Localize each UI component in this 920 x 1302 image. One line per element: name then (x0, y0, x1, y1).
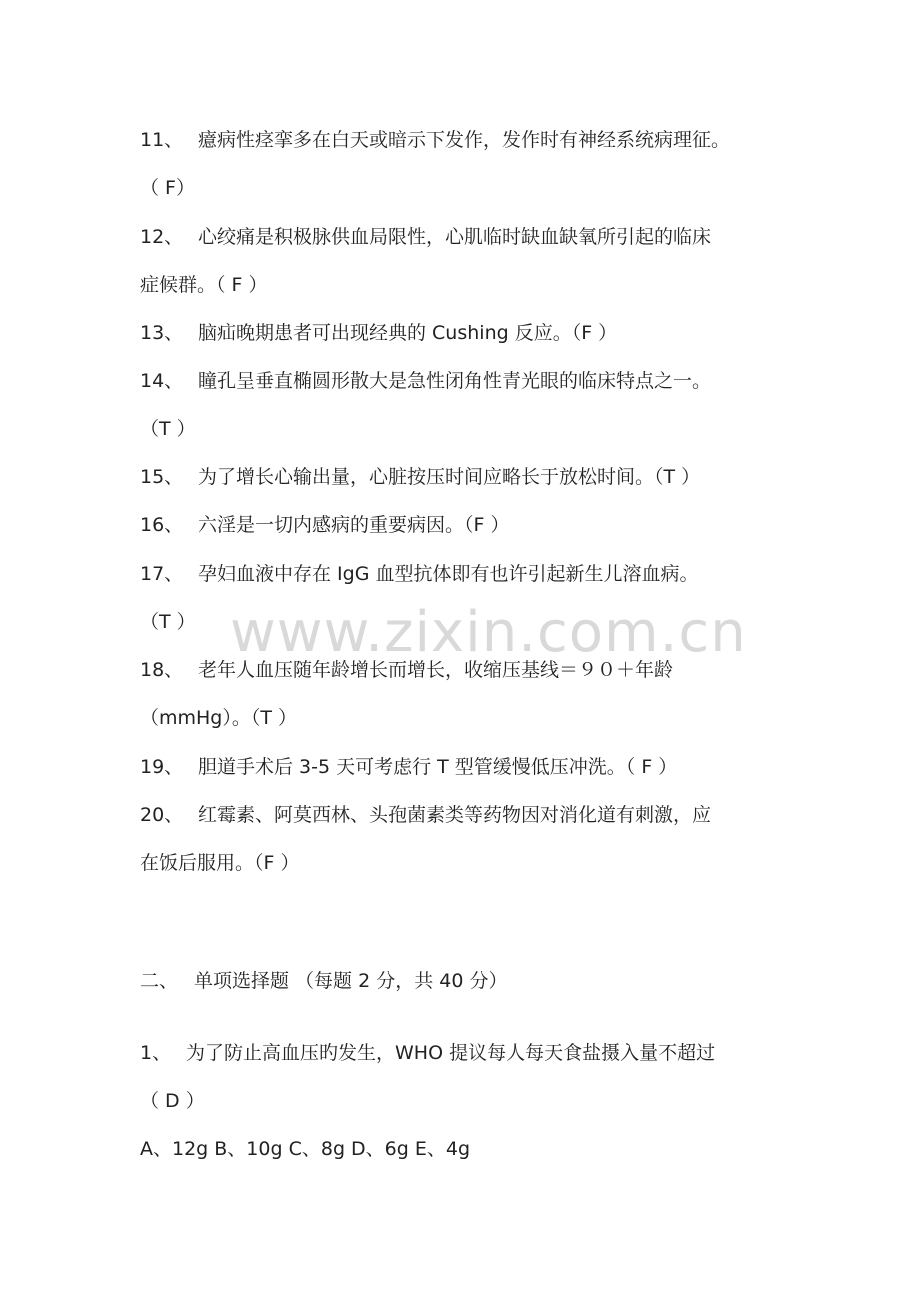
question-1 (140, 1040, 715, 1066)
item-number: 17、 (140, 563, 184, 585)
item-18 (140, 657, 673, 683)
section-heading (140, 968, 507, 994)
item-text: 六淫是一切内感病的重要病因。（F ） (198, 514, 510, 536)
item-text: 红霉素、阿莫西林、头孢菌素类等药物因对消化道有刺激，应 (198, 804, 712, 826)
item-13 (140, 320, 617, 346)
item-text: 癔病性痉挛多在白天或暗示下发作，发作时有神经系统病理征。 (198, 129, 731, 151)
section-title: 单项选择题 （每题 2 分，共 40 分） (194, 970, 508, 992)
item-number: 12、 (140, 226, 184, 248)
item-text: 瞳孔呈垂直椭圆形散大是急性闭角性青光眼的临床特点之一。 (198, 370, 712, 392)
item-11 (140, 127, 730, 153)
item-number: 16、 (140, 514, 184, 536)
watermark: www.zixin.com.cn (230, 600, 747, 665)
item-16 (140, 512, 509, 538)
item-text: 心绞痛是积极脉供血局限性，心肌临时缺血缺氧所引起的临床 (198, 226, 712, 248)
item-20 (140, 802, 711, 828)
item-number: 19、 (140, 756, 184, 778)
item-number: 15、 (140, 466, 184, 488)
item-12 (140, 224, 711, 250)
item-19 (140, 754, 677, 780)
item-number: 20、 (140, 804, 184, 826)
question-number: 1、 (140, 1042, 172, 1064)
item-text: 为了增长心输出量，心脏按压时间应略长于放松时间。（T ） (198, 466, 701, 488)
item-12-answer: 症候群。（ F ） (140, 274, 268, 296)
item-18-answer: （mmHg）。（T ） (140, 707, 298, 729)
item-text: 老年人血压随年龄增长而增长，收缩压基线＝９０＋年龄 (198, 659, 674, 681)
item-text: 胆道手术后 3-5 天可考虑行 T 型管缓慢低压冲洗。（ F ） (198, 756, 678, 778)
item-11-answer: （ F） (140, 177, 195, 199)
item-text: 脑疝晚期患者可出现经典的 Cushing 反应。（F ） (198, 322, 618, 344)
item-17-answer: （T ） (140, 611, 196, 633)
question-1-answer: （ D ） (140, 1090, 205, 1112)
item-20-answer: 在饭后服用。（F ） (140, 852, 300, 874)
item-number: 13、 (140, 322, 184, 344)
section-number: 二、 (140, 970, 179, 992)
item-15 (140, 464, 700, 490)
item-text: 孕妇血液中存在 IgG 血型抗体即有也许引起新生儿溶血病。 (198, 563, 699, 585)
item-14-answer: （T ） (140, 418, 196, 440)
item-number: 18、 (140, 659, 184, 681)
item-number: 11、 (140, 129, 184, 151)
item-17 (140, 561, 698, 587)
question-1-options: A、12g B、10g C、8g D、6g E、4g (140, 1138, 471, 1160)
item-14 (140, 368, 711, 394)
question-text: 为了防止高血压旳发生，WHO 提议每人每天食盐摄入量不超过 (186, 1042, 716, 1064)
item-number: 14、 (140, 370, 184, 392)
